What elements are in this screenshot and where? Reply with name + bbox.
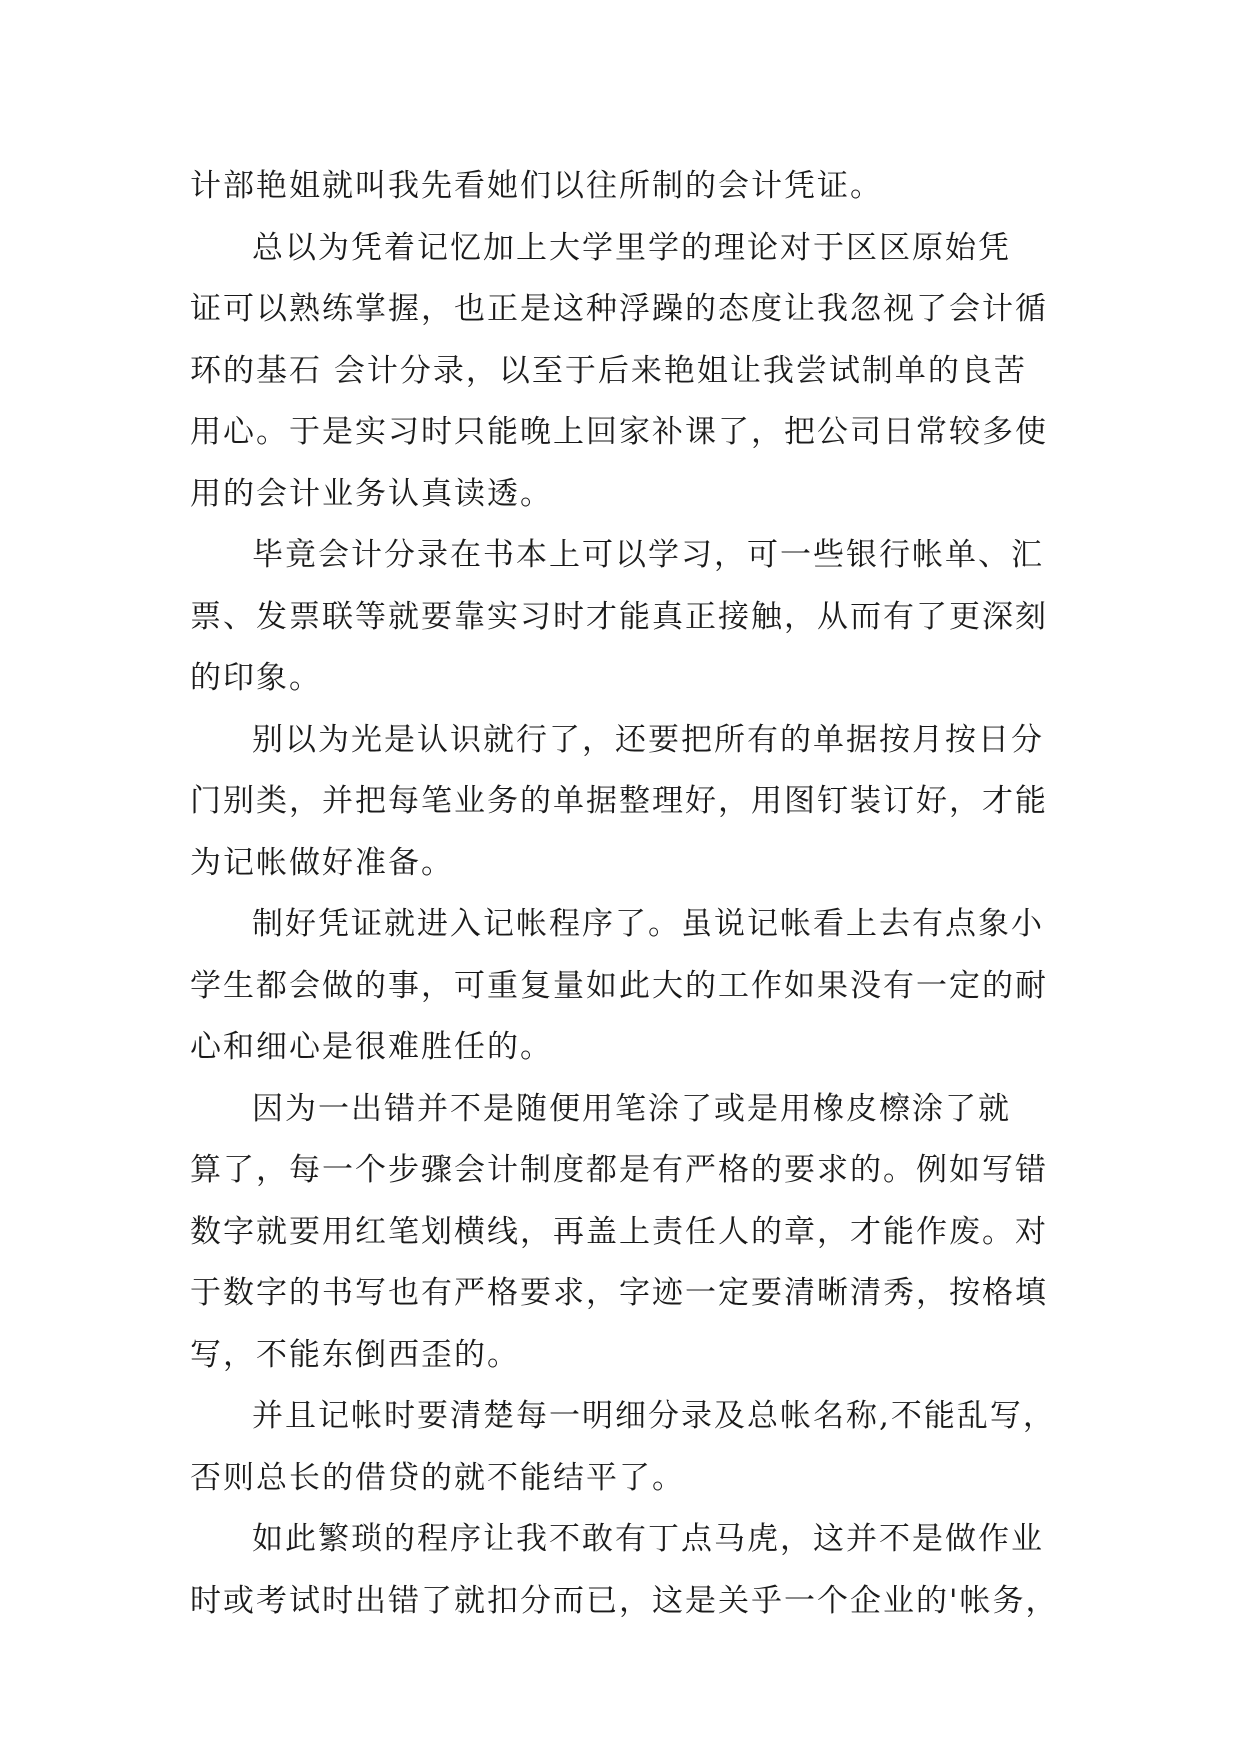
paragraph-first-line: 制好凭证就进入记帐程序了。虽说记帐看上去有点象小: [252, 906, 1044, 942]
text-line: 心和细心是很难胜任的。: [190, 1029, 553, 1065]
text-line: 计部艳姐就叫我先看她们以往所制的会计凭证。: [190, 168, 883, 204]
text-line: 用的会计业务认真读透。: [190, 475, 553, 512]
paragraph-first-line: 毕竟会计分录在书本上可以学习，可一些银行帐单、汇: [252, 537, 1044, 573]
paragraph-first-line: 因为一出错并不是随便用笔涂了或是用橡皮檫涂了就: [252, 1090, 1011, 1127]
paragraph-first-line: 别以为光是认识就行了，还要把所有的单据按月按日分: [252, 721, 1044, 758]
paragraph-first-line: 总以为凭着记忆加上大学里学的理论对于区区原始凭: [252, 229, 1011, 266]
text-line: 的印象。: [190, 660, 322, 696]
text-line: 时或考试时出错了就扣分而已，这是关乎一个企业的'帐务，: [190, 1582, 1059, 1619]
body-text: [190, 156, 1058, 1632]
text-line: 用心。于是实习时只能晚上回家补课了，把公司日常较多使: [190, 414, 1048, 450]
text-line: 于数字的书写也有严格要求，字迹一定要清晰清秀，按格填: [190, 1275, 1048, 1311]
text-line: 算了，每一个步骤会计制度都是有严格的要求的。例如写错: [190, 1152, 1048, 1188]
text-line: 数字就要用红笔划横线，再盖上责任人的章，才能作废。对: [190, 1213, 1048, 1250]
text-line: 学生都会做的事，可重复量如此大的工作如果没有一定的耐: [190, 967, 1048, 1004]
text-line: 门别类，并把每笔业务的单据整理好，用图钉装订好，才能: [190, 783, 1048, 819]
text-line: 写，不能东倒西歪的。: [190, 1336, 520, 1373]
paragraph-first-line: 如此繁琐的程序让我不敢有丁点马虎，这并不是做作业: [252, 1521, 1044, 1557]
text-line: 为记帐做好准备。: [190, 844, 454, 881]
text-line: 环的基石 会计分录，以至于后来艳姐让我尝试制单的良苦: [190, 352, 1027, 389]
text-line: 否则总长的借贷的就不能结平了。: [190, 1459, 685, 1496]
text-line: 票、发票联等就要靠实习时才能真正接触，从而有了更深刻: [190, 598, 1048, 635]
paragraph-first-line: 并且记帐时要清楚每一明细分录及总帐名称,不能乱写，: [252, 1398, 1056, 1434]
text-line: 证可以熟练掌握，也正是这种浮躁的态度让我忽视了会计循: [190, 291, 1048, 327]
